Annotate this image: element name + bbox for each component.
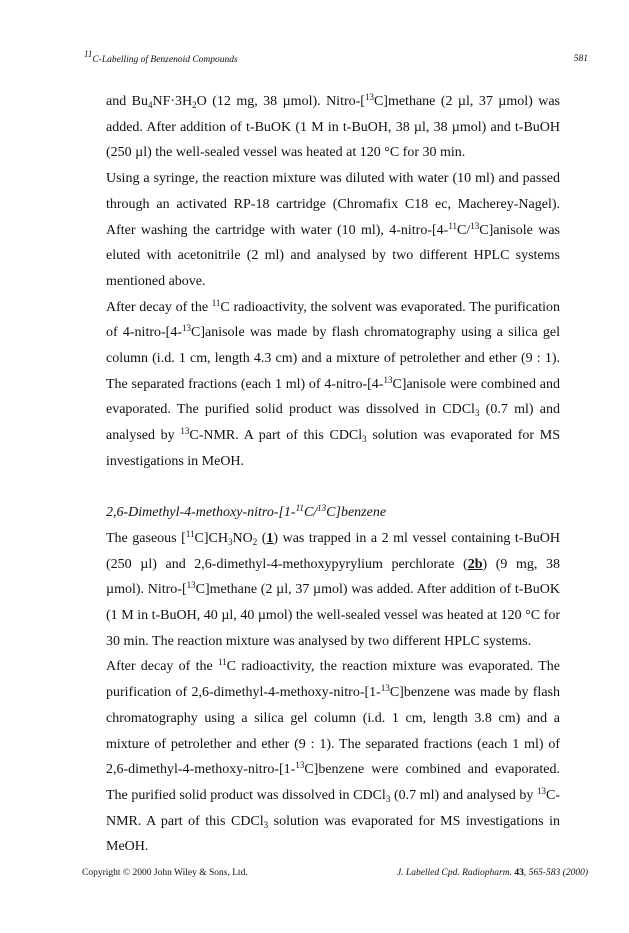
article-body [106, 89, 560, 860]
paragraph-reagents: and $Bu_4NF\cdot 3H_2O$ (12 mg, 38 µmol). Nitro-[$^{13}$C]methane (2 µl, 37 µmol) was added. After addition of t-BuOK (1 M in t-BuOH, 38 µl, 38 µmol) and t-BuOH (250 µl) the well-sealed vessel was heated at 120 °C for 30 min. [106, 92, 560, 161]
running-head [84, 49, 588, 68]
section-heading: 2,6-Dimethyl-4-methoxy-nitro-[1-$^{11}$C/$^{13}$C]benzene [106, 503, 387, 521]
section-spacer [106, 475, 560, 501]
paragraph-anisole-purification: After decay of the $^{11}$C radioactivity, the solvent was evaporated. The purification of 4-nitro-[4-$^{13}$C]anisole was made by flash chromatography using a silica gel column (i.d. 1 cm, length 4.3 cm) and a mixture of petrolether and ether (9 : 1). The separated fractions (each 1 ml) of 4-nitro-[4-$^{13}$C]anisole were combined and evaporated. The purified solid product was dissolved in CDCl$_3$ (0.7 ml) and analysed by $^{13}$C-NMR. A part of this CDCl$_3$ solution was evaporated for MS investigations in MeOH. [106, 297, 560, 469]
paragraph-cartridge-workup: Using a syringe, the reaction mixture was diluted with water (10 ml) and passed through an activated RP-18 cartridge (Chromafix C18 ec, Macherey-Nagel). After washing the cartridge with water (10 ml), 4-nitro-[4-$^{11}$C/$^{13}$C]anisole was eluted with acetonitrile (2 ml) and analysed by two different HPLC systems mentioned above. [106, 171, 560, 289]
journal-citation: J. Labelled Cpd. Radiopharm. 43, 565-583 (2000) [396, 868, 588, 878]
paragraph-benzene-synthesis: The gaseous $[^{11}C]CH_3NO_2$ (1) was trapped in a 2 ml vessel containing t-BuOH (250 µl) and 2,6-dimethyl-4-methoxypyrylium perchlorate (2b) (9 mg, 38 µmol). Nitro-[$^{13}$C]methane (2 µl, 37 µmol) was added. After addition of t-BuOK (1 M in t-BuOH, 40 µl, 40 µmol) the well-sealed vessel was heated at 120 °C for 30 min. The reaction mixture was analysed by two different HPLC systems. [106, 528, 560, 649]
page-number: 581 [573, 54, 588, 64]
paragraph-benzene-purification: After decay of the $^{11}$C radioactivity, the reaction mixture was evaporated. The purification of 2,6-dimethyl-4-methoxy-nitro-[1-$^{13}$C]benzene was made by flash chromatography using a silica gel column (i.d. 1 cm, length 3.8 cm) and a mixture of petrolether and ether (9 : 1). The separated fractions (each 1 ml) of 2,6-dimethyl-4-methoxy-nitro-[1-$^{13}$C]benzene were combined and evaporated. The purified solid product was dissolved in CDCl$_3$ (0.7 ml) and analysed by $^{13}$C-NMR. A part of this CDCl$_3$ solution was evaporated for MS investigations in MeOH. [106, 657, 560, 855]
running-title: $^{11}$C-Labelling of Benzenoid Compounds [84, 49, 238, 65]
page-footer [82, 868, 588, 882]
copyright-notice: Copyright © 2000 John Wiley & Sons, Ltd. [82, 868, 248, 878]
